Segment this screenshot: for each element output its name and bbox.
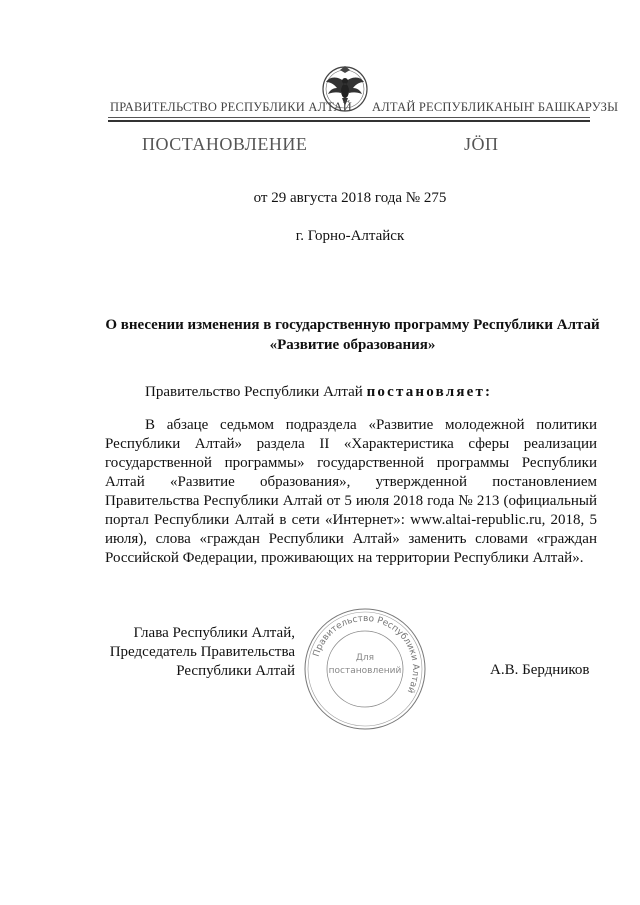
seal-ring-text: Правительство Республики Алтай xyxy=(311,613,421,695)
preamble-emphasis: постановляет: xyxy=(366,384,493,400)
signature-line-2: Председатель Правительства xyxy=(109,644,295,660)
document-city: г. Горно-Алтайск xyxy=(295,228,405,244)
official-seal-icon xyxy=(302,606,428,732)
seal-center-line-2: постановлений xyxy=(328,666,402,676)
header-org-alt: АЛТАЙ РЕСПУБЛИКАНЫҤ БАШКАРУЗЫ xyxy=(372,100,619,114)
header-rule-thin xyxy=(108,117,590,118)
signature-line-1: Глава Республики Алтай, xyxy=(133,625,295,641)
doc-type-alt: ЈӦП xyxy=(464,134,499,154)
preamble xyxy=(145,384,605,401)
header-rule-thick xyxy=(108,120,590,122)
document-title: О внесении изменения в государственную программу Республики Алтай «Развитие образования» xyxy=(105,317,600,353)
seal-center-line-1: Для xyxy=(355,653,375,663)
signatory-name: А.В. Бердников xyxy=(490,662,590,678)
document-date-number: от 29 августа 2018 года № 275 xyxy=(253,190,447,206)
header-org-ru: ПРАВИТЕЛЬСТВО РЕСПУБЛИКИ АЛТАЙ xyxy=(110,100,352,114)
signature-line-3: Республики Алтай xyxy=(176,663,295,679)
preamble-text: Правительство Республики Алтай xyxy=(145,384,367,400)
document-body: В абзаце седьмом подраздела «Развитие молодежной политики Республики Алтай» раздела II «Характеристика сферы реализации государственной программы» государственной программы Республики Алтай «Развитие образования», утвержденной постановлением Правительства Республики Алтай от 5 июля 2018 года № 213 (официальный портал Республики Алтай в сети «Интернет»: www.altai-republic.ru, 2018, 5 июля), слова «граждан Республики Алтай» заменить словами «граждан Российской Федерации, проживающих на территории Республики Алтай». xyxy=(105,417,597,566)
signature-position xyxy=(105,624,295,681)
doc-type-ru: ПОСТАНОВЛЕНИЕ xyxy=(142,134,308,154)
